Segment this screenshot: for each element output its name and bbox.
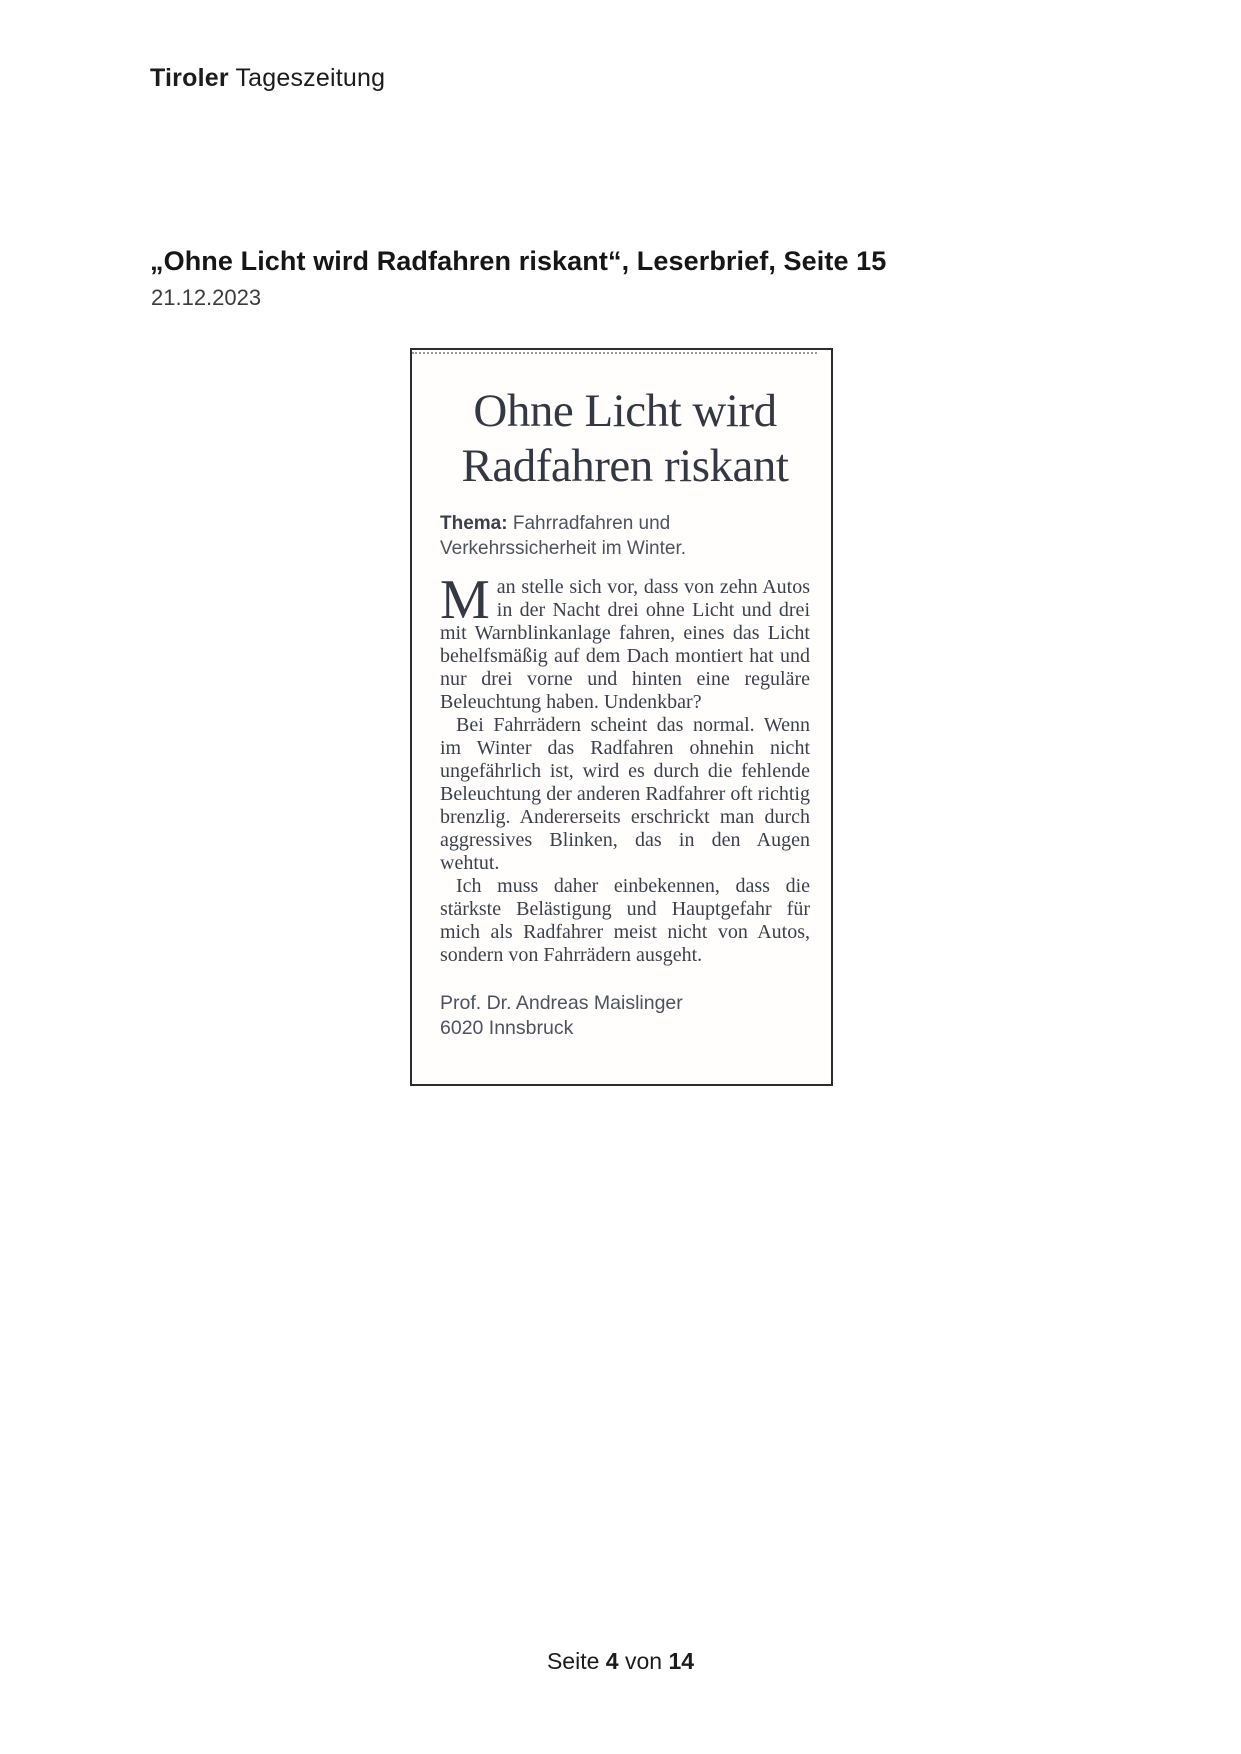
clipping-headline	[440, 384, 810, 494]
body-paragraph-3: Ich muss daher einbekennen, dass die stärkste Belästigung und Hauptgefahr für mich als Radfahrer meist nicht von Autos, sondern von Fahrrädern ausgeht.	[440, 875, 810, 966]
brand-name-bold: Tiroler	[150, 64, 229, 92]
clipping-headline-line1: Ohne Licht wird	[473, 385, 777, 437]
page-footer	[0, 1648, 1241, 1675]
signature-name: Prof. Dr. Andreas Maislinger	[440, 992, 683, 1014]
clipping-content	[440, 350, 810, 1041]
clipping-headline-line2: Radfahren riskant	[461, 440, 789, 492]
article-title: „Ohne Licht wird Radfahren riskant“, Leserbrief, Seite 15	[150, 246, 887, 276]
footer-page-number: 4	[605, 1648, 619, 1674]
newspaper-clipping	[410, 348, 833, 1086]
drop-cap: M	[440, 569, 490, 631]
footer-total-pages: 14	[668, 1648, 695, 1674]
body-paragraph-1	[440, 569, 810, 714]
footer-label-of: von	[618, 1648, 669, 1674]
signature-city: 6020 Innsbruck	[440, 1017, 574, 1039]
brand-name-regular: Tageszeitung	[228, 64, 386, 92]
body-paragraph-2: Bei Fahrrädern scheint das normal. Wenn im Winter das Radfahren ohnehin nicht ungefährlich ist, wird es durch die fehlende Beleuchtung der anderen Radfahrer oft richtig brenzlig. Andererseits erschrickt man durch aggressives Blinken, das in den Augen wehtut.	[440, 714, 810, 874]
paragraph-1-text: an stelle sich vor, dass von zehn Autos in der Nacht drei ohne Licht und drei mit Warnblinkanlage fahren, eines das Licht behelfsmäßig auf dem Dach montiert hat und nur drei vorne und hinten eine reguläre Beleuchtung haben. Undenkbar?	[440, 576, 810, 713]
clipping-topic	[440, 511, 810, 561]
newspaper-brand	[150, 64, 385, 93]
topic-text: Fahrradfahren und Verkehrssicherheit im Winter.	[440, 513, 687, 559]
article-date: 21.12.2023	[151, 285, 262, 310]
footer-label-page: Seite	[546, 1648, 606, 1674]
clipping-signature	[440, 991, 810, 1041]
clipping-body	[440, 569, 810, 967]
topic-label: Thema:	[440, 513, 508, 534]
